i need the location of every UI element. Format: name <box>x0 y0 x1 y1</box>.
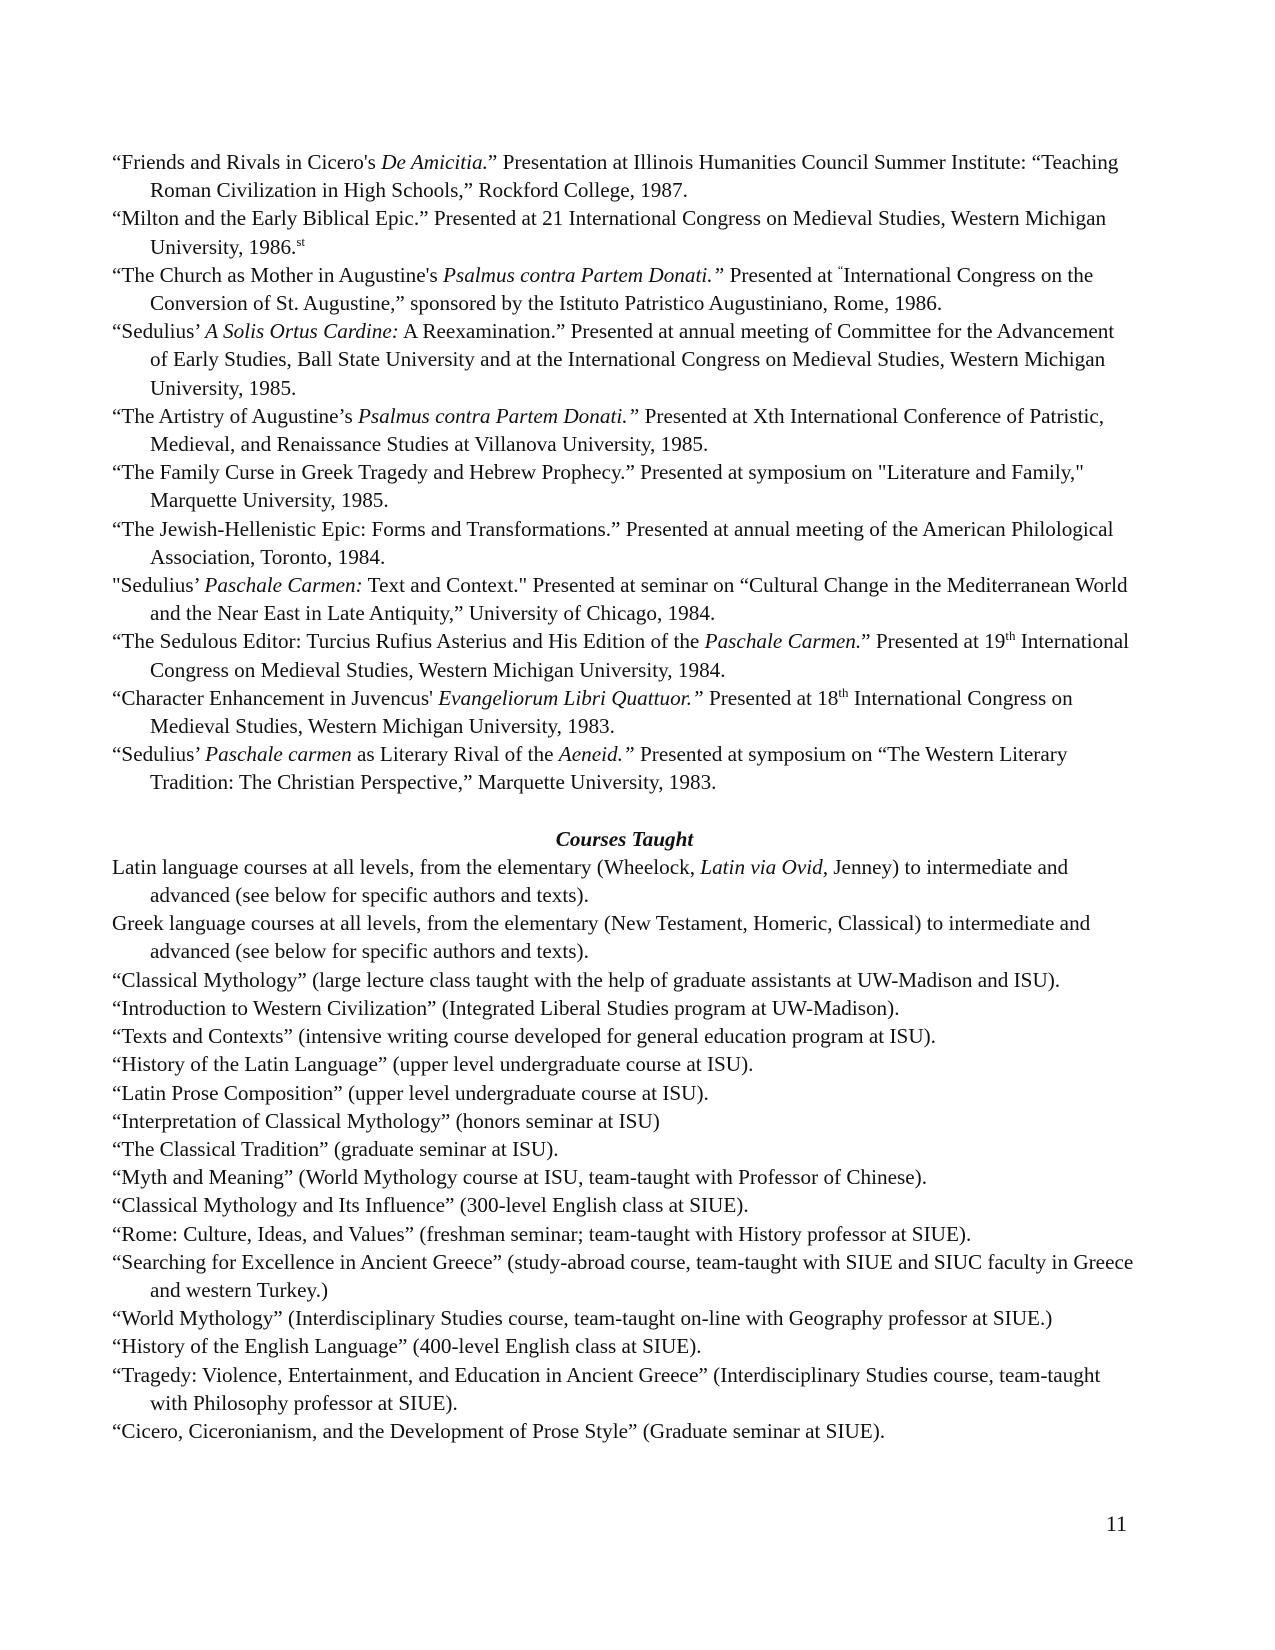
stray-quote-mark: “ <box>837 262 844 277</box>
course-entry <box>112 1107 1137 1135</box>
italic-title: De Amicitia. <box>381 150 488 174</box>
entry-text: “Searching for Excellence in Ancient Greece” (study-abroad course, team-taught with SIUE and SIUC faculty in Greece and western Turkey.) <box>112 1249 1134 1302</box>
entry-text: “Texts and Contexts” (intensive writing course developed for general education program at ISU). <box>112 1024 936 1049</box>
entry-text: “Cicero, Ciceronianism, and the Development of Prose Style” (Graduate seminar at SIUE). <box>112 1418 886 1443</box>
course-entry <box>112 1417 1137 1445</box>
entry-text: “History of the Latin Language” (upper level undergraduate course at ISU). <box>112 1052 754 1077</box>
italic-title: Evangeliorum Libri Quattuor.” <box>438 685 704 710</box>
course-entry <box>112 1135 1137 1163</box>
courses-taught-heading: Courses Taught <box>555 826 694 851</box>
italic-title: Latin via Ovid, <box>700 854 829 879</box>
presentation-entry <box>112 148 1137 204</box>
entry-text: ” Presentation at Illinois Humanities Council Summer Institute: “Teaching Roman Civilization in High Schools,” Rockford College, 1987. <box>150 150 1119 203</box>
course-entry <box>112 994 1137 1022</box>
ordinal-suffix: st <box>296 233 306 249</box>
presentation-entry <box>112 627 1137 683</box>
presentation-entry <box>112 204 1137 260</box>
entry-text: “Classical Mythology and Its Influence” (300-level English class at SIUE). <box>112 1193 749 1218</box>
italic-title: Psalmus contra Partem Donati.” <box>443 262 725 287</box>
course-entry <box>112 1304 1137 1332</box>
entry-text: “The Church as Mother in Augustine's <box>112 262 443 287</box>
entry-text: Jenney) to intermediate and advanced (see below for specific authors and texts). <box>150 854 1069 908</box>
presentation-entry <box>112 458 1137 514</box>
course-entry <box>112 1332 1137 1360</box>
presentations-list <box>112 148 1137 797</box>
entry-text: A Reexamination.” Presented at annual meeting of Committee for the Advancement of Early Studies, Ball State University and at the International Congress on Medieval Studies, Western Michigan University, 1985. <box>150 319 1115 400</box>
presentation-entry <box>112 402 1137 458</box>
entry-text: Presented at <box>724 262 838 287</box>
entry-text: “The Artistry of Augustine’s <box>112 403 358 428</box>
entry-text: International Congress on Medieval Studies, Western Michigan University, 1983. <box>150 685 1073 739</box>
presentation-entry <box>112 317 1137 402</box>
entry-text: “The Jewish-Hellenistic Epic: Forms and Transformations.” Presented at annual meeting of the American Philological Association, Toronto, 1984. <box>112 516 1114 569</box>
entry-text: “Tragedy: Violence, Entertainment, and Education in Ancient Greece” (Interdisciplinary Studies course, team-taught with Philosophy professor at SIUE). <box>112 1362 1101 1415</box>
italic-title: Paschale carmen <box>205 742 352 767</box>
entry-text: “Latin Prose Composition” (upper level undergraduate course at ISU). <box>112 1080 709 1105</box>
entry-text: Greek language courses at all levels, from the elementary (New Testament, Homeric, Classical) to intermediate and advanced (see below for specific authors and texts). <box>112 911 1091 964</box>
entry-text: Presented at Xth International Conference of Patristic, Medieval, and Renaissance Studies at Villanova University, 1985. <box>150 403 1105 457</box>
entry-text: “Myth and Meaning” (World Mythology course at ISU, team-taught with Professor of Chinese). <box>112 1165 928 1190</box>
entry-text: Latin language courses at all levels, from the elementary (Wheelock, <box>112 854 701 879</box>
course-entry <box>112 1079 1137 1107</box>
entry-text: as Literary Rival of the <box>351 742 559 767</box>
entry-text: Presented at 18 <box>703 685 839 710</box>
entry-text: Text and Context." Presented at seminar on “Cultural Change in the Mediterranean World and the Near East in Late Antiquity,” University of Chicago, 1984. <box>150 573 1128 626</box>
course-entry <box>112 966 1137 994</box>
entry-text: “The Classical Tradition” (graduate seminar at ISU). <box>112 1136 559 1161</box>
course-entry <box>112 853 1137 909</box>
course-entry <box>112 1022 1137 1050</box>
entry-text: “Classical Mythology” (large lecture class taught with the help of graduate assistants at UW-Madison and ISU). <box>112 967 1061 992</box>
entry-text: “Sedulius’ <box>112 742 206 767</box>
course-entry <box>112 1191 1137 1219</box>
entry-text: Presented at symposium on “The Western Literary Tradition: The Christian Perspective,” Marquette University, 1983. <box>150 742 1068 795</box>
entry-text: “Sedulius’ <box>112 319 206 344</box>
courses-list <box>112 853 1137 1445</box>
document-page <box>112 148 1137 1445</box>
ordinal-suffix: th <box>1005 628 1016 644</box>
entry-text: “Character Enhancement in Juvencus' <box>112 685 439 710</box>
entry-text: “Friends and Rivals in Cicero's <box>112 150 382 174</box>
entry-text: “Milton and the Early Biblical Epic.” Presented at 21 <box>112 206 564 231</box>
presentation-entry <box>112 515 1137 571</box>
italic-title: Psalmus contra Partem Donati.” <box>357 403 640 428</box>
entry-text: International Congress on Medieval Studies, Western Michigan University, 1986. <box>150 206 1107 259</box>
course-entry <box>112 1248 1137 1304</box>
entry-text: “Introduction to Western Civilization” (Integrated Liberal Studies program at UW-Madison). <box>112 995 900 1020</box>
entry-text: “The Family Curse in Greek Tragedy and Hebrew Prophecy.” Presented at symposium on "Literature and Family," Marquette University, 1985. <box>112 460 1084 513</box>
entry-text: “Rome: Culture, Ideas, and Values” (freshman seminar; team-taught with History professor at SIUE). <box>112 1221 972 1246</box>
course-entry <box>112 909 1137 965</box>
course-entry <box>112 1220 1137 1248</box>
ordinal-suffix: th <box>838 684 849 700</box>
course-entry <box>112 1163 1137 1191</box>
course-entry <box>112 1050 1137 1078</box>
entry-text: "Sedulius’ <box>112 573 205 598</box>
italic-title: Paschale Carmen: <box>204 573 363 598</box>
entry-text: International Congress on the Conversion of St. Augustine,” sponsored by the Istituto Patristico Augustiniano, Rome, 1986. <box>150 262 1094 316</box>
course-entry <box>112 1361 1137 1417</box>
entry-text: “The Sedulous Editor: Turcius Rufius Asterius and His Edition of the <box>112 629 705 654</box>
entry-text: International Congress on Medieval Studies, Western Michigan University, 1984. <box>150 629 1129 682</box>
entry-text: “World Mythology” (Interdisciplinary Studies course, team-taught on-line with Geography professor at SIUE.) <box>112 1306 1053 1331</box>
entry-text: “History of the English Language” (400-level English class at SIUE). <box>112 1334 702 1359</box>
presentation-entry <box>112 684 1137 740</box>
presentation-entry <box>112 261 1137 317</box>
italic-title: Paschale Carmen. <box>704 629 862 654</box>
presentation-entry <box>112 571 1137 627</box>
page-number: 11 <box>1105 1511 1127 1536</box>
italic-title: Aeneid.” <box>558 742 635 767</box>
entry-text: ” Presented at 19 <box>861 629 1006 654</box>
italic-title: A Solis Ortus Cardine: <box>205 319 399 344</box>
entry-text: “Interpretation of Classical Mythology” (honors seminar at ISU) <box>112 1108 660 1133</box>
presentation-entry <box>112 740 1137 796</box>
